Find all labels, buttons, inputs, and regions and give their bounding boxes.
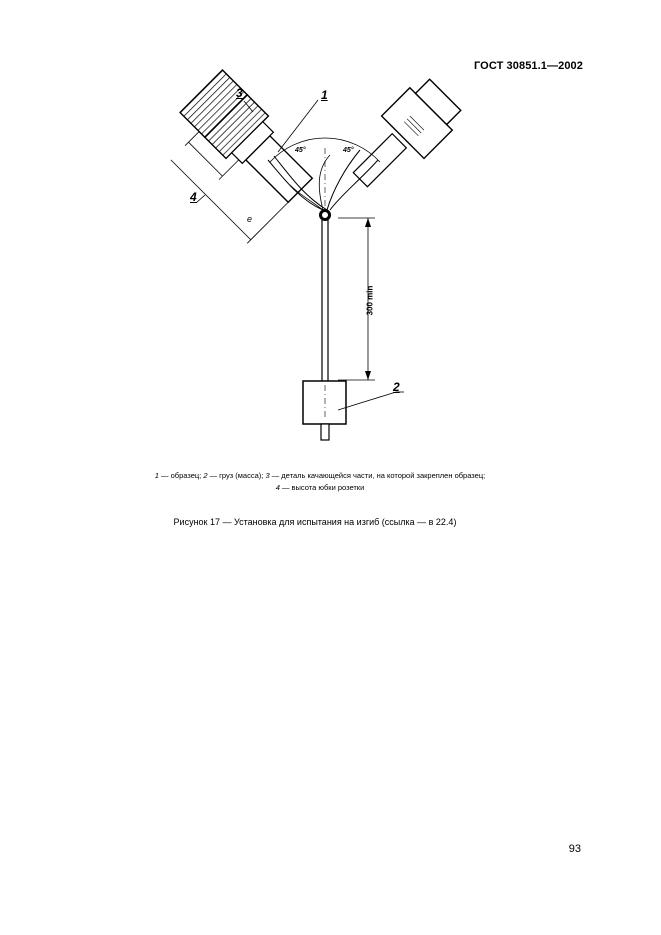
left-swinging-part <box>148 70 321 243</box>
right-swinging-part <box>339 74 466 201</box>
legend-line-2 <box>80 482 560 494</box>
callout-2: 2 <box>393 380 400 394</box>
dimension-300-label: 300 min <box>365 285 375 316</box>
callout-4: 4 <box>190 190 197 204</box>
page-number: 93 <box>568 843 581 855</box>
callout-3: 3 <box>236 86 243 100</box>
legend-line-1 <box>80 470 560 482</box>
dimension-e-label: e <box>247 214 253 224</box>
legend-text-1: — образец; <box>158 471 204 480</box>
legend-number-3: 3 <box>265 471 270 480</box>
angle-right-label: 45° <box>343 147 354 154</box>
legend-text-3: — деталь качающейся части, на которой закреплен образец; <box>269 471 486 480</box>
callout-1: 1 <box>321 88 328 102</box>
document-standard-number: ГОСТ 30851.1—2002 <box>473 60 583 72</box>
figure-caption: Рисунок 17 — Установка для испытания на изгиб (ссылка — в 22.4) <box>173 517 457 527</box>
legend-number-2: 2 <box>203 471 208 480</box>
legend-text-2: — груз (масса); <box>207 471 266 480</box>
legend-text-4: — высота юбки розетки <box>279 483 365 492</box>
legend-number-1: 1 <box>154 471 159 480</box>
angle-left-label: 45° <box>295 147 306 154</box>
legend-number-4: 4 <box>275 483 280 492</box>
